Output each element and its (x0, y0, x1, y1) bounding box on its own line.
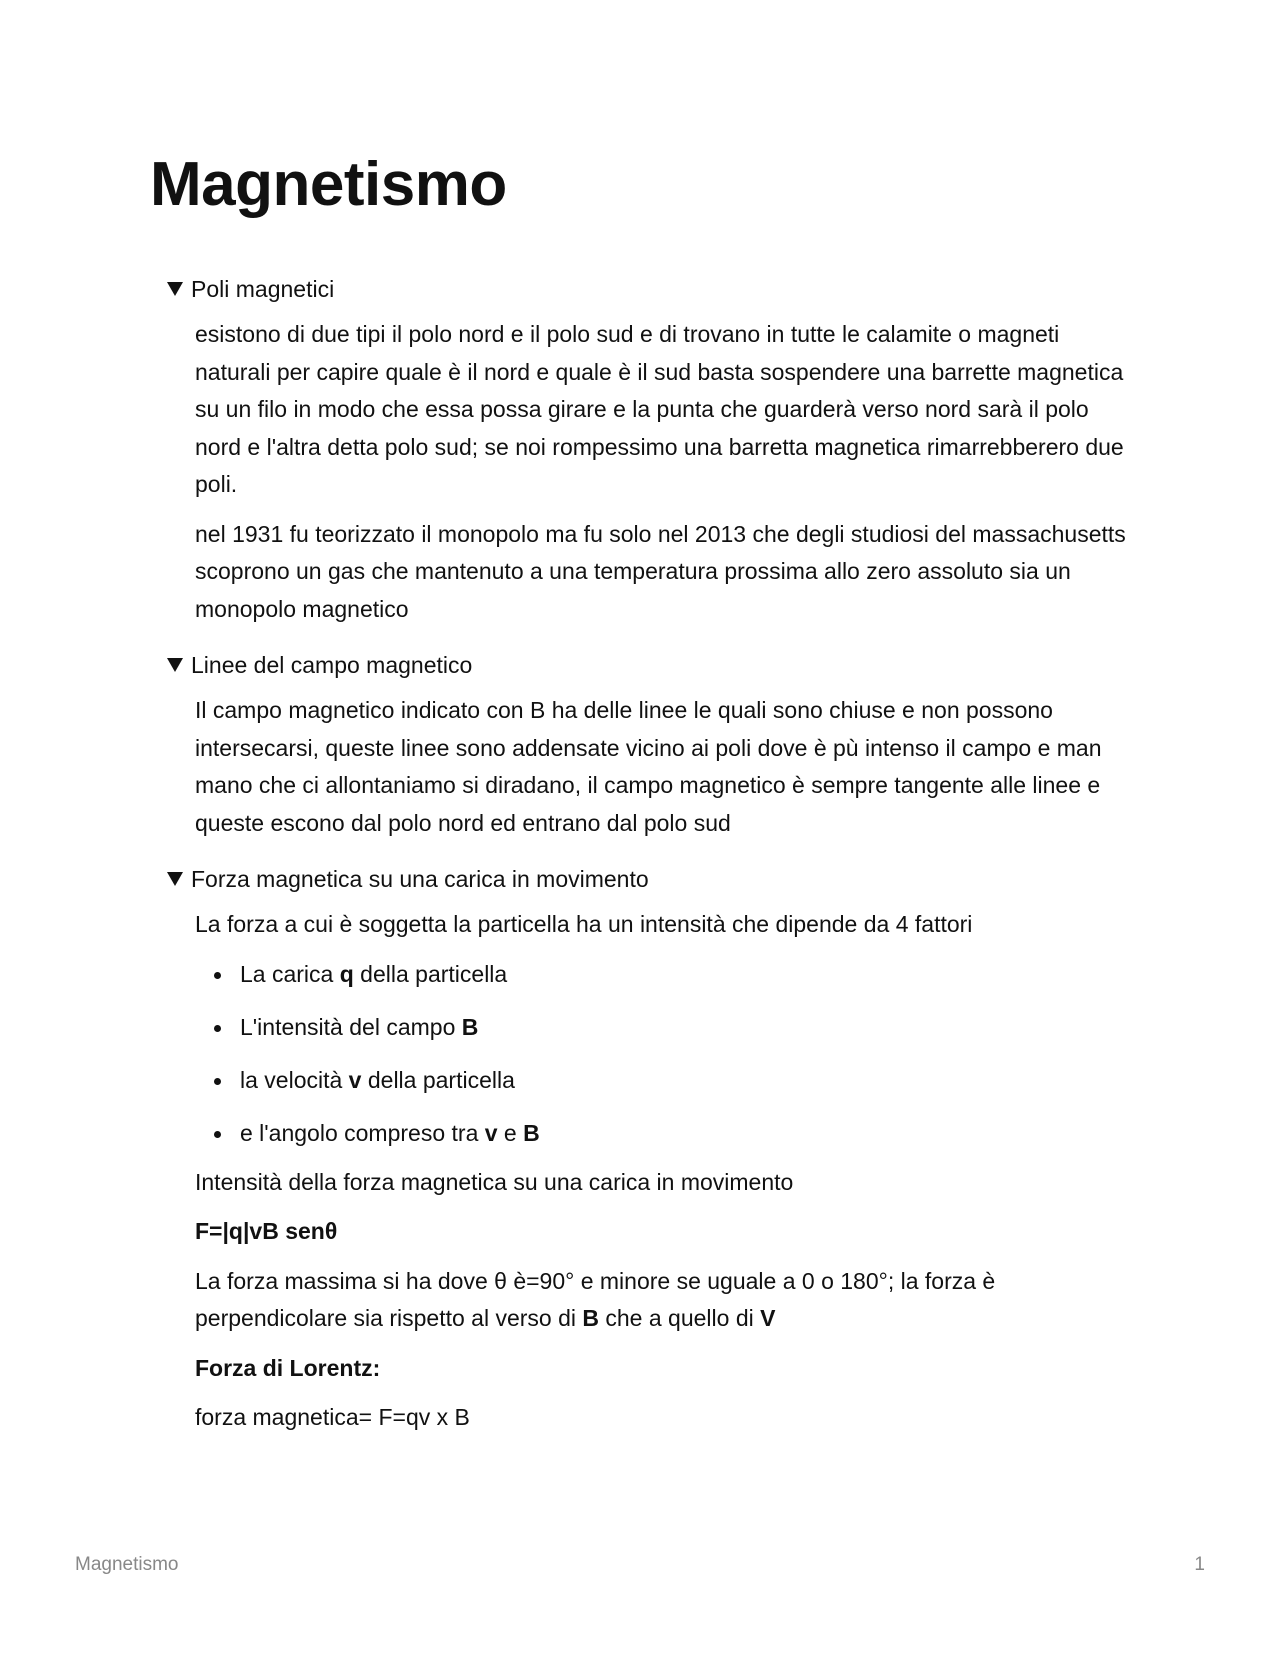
page-title: Magnetismo (150, 150, 507, 219)
toggle-body (163, 692, 1133, 842)
toggle-heading: Linee del campo magnetico (191, 652, 473, 678)
lorentz-heading: Forza di Lorentz: (195, 1354, 381, 1381)
list-item (240, 956, 1133, 993)
page-number: 1 (1194, 1554, 1205, 1575)
toggle-body (163, 906, 1133, 1437)
toggle-section-linee-campo (163, 648, 1133, 842)
list-item-text: della particella (353, 960, 508, 987)
toggle-section-forza-magnetica (163, 862, 1133, 1437)
list-item (240, 1009, 1133, 1046)
paragraph: esistono di due tipi il polo nord e il polo sud e di trovano in tutte le calamite o magneti naturali per capire quale è il nord e quale è il sud basta sospendere una barrette magnetica su un filo in modo che essa possa girare e la punta che guarderà verso nord sarà il polo nord e l'altra detta polo sud; se noi rompessimo una barretta magnetica rimarrebberero due poli. (195, 321, 1124, 497)
toggle-poli-magnetici[interactable] (163, 272, 1133, 306)
paragraph: La forza a cui è soggetta la particella ha un intensità che dipende da 4 fattori (195, 911, 973, 937)
list-item-bold: B (461, 1013, 479, 1040)
paragraph: nel 1931 fu teorizzato il monopolo ma fu solo nel 2013 che degli studiosi del massachusetts scoprono un gas che mantenuto a una temperatura prossima allo zero assoluto sia un monopolo magnetico (195, 520, 1126, 622)
list-item-bold: q (339, 960, 354, 987)
list-item (240, 1115, 1133, 1152)
formula: F=|q|vB senθ (195, 1218, 338, 1244)
toggle-heading: Poli magnetici (191, 276, 335, 302)
list-item-bold: v (484, 1119, 498, 1146)
toggle-forza-magnetica[interactable] (163, 862, 1133, 896)
toggle-section-poli-magnetici (163, 272, 1133, 628)
triangle-down-icon[interactable] (167, 872, 183, 886)
paragraph-bold: B (582, 1305, 599, 1331)
paragraph-bold: V (760, 1305, 776, 1331)
list-item-text: L'intensità del campo (240, 1013, 462, 1040)
list-item-text: la velocità (240, 1066, 349, 1093)
page-content (163, 272, 1133, 1459)
paragraph: Il campo magnetico indicato con B ha delle linee le quali sono chiuse e non possono intersecarsi, queste linee sono addensate vicino ai poli dove è pù intenso il campo e man mano che ci allontaniamo si diradano, il campo magnetico è sempre tangente alle linee e queste escono dal polo nord ed entrano dal polo sud (195, 697, 1102, 836)
triangle-down-icon[interactable] (167, 658, 183, 672)
triangle-down-icon[interactable] (167, 282, 183, 296)
toggle-body (163, 316, 1133, 628)
list-item-text: e (497, 1119, 524, 1146)
toggle-linee-campo[interactable] (163, 648, 1133, 682)
list-item-bold: B (523, 1119, 540, 1146)
paragraph: Intensità della forza magnetica su una carica in movimento (195, 1168, 794, 1195)
list-item-text: e l'angolo compreso tra (240, 1119, 485, 1146)
list-item-text: La carica (240, 960, 340, 987)
lorentz-formula: forza magnetica= F=qv x B (195, 1404, 470, 1430)
list-item-text: della particella (361, 1066, 515, 1093)
footer-title: Magnetismo (75, 1554, 179, 1575)
toggle-heading: Forza magnetica su una carica in movimento (191, 866, 649, 892)
paragraph (195, 1263, 1133, 1338)
paragraph-text: La forza massima si ha dove θ è=90° e minore se uguale a 0 o 180°; la forza è perpendicolare sia rispetto al verso di (195, 1267, 996, 1331)
list-item-bold: v (348, 1066, 362, 1093)
paragraph-text: che a quello di (599, 1305, 761, 1331)
factor-list (195, 956, 1133, 1152)
list-item (240, 1062, 1133, 1099)
